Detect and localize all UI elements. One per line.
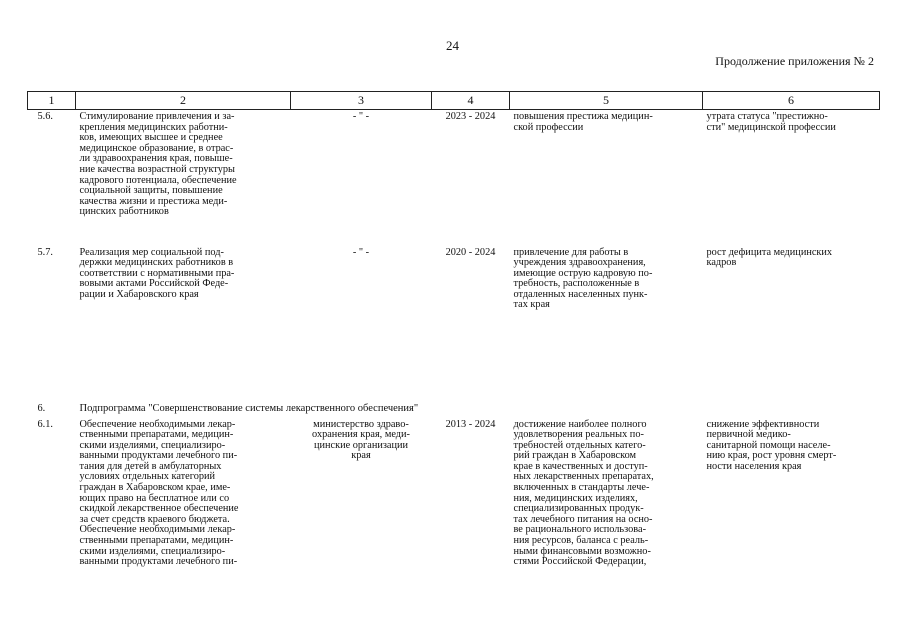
- measure-text: Обеспечение необходимыми лекар- ственными препаратами, медицин- скими изделиями, специализиро- ванными продуктами лечебного пи- тания для детей в амбулаторных условиях отдельных категорий граждан в Хабаровском крае, име- ющих право на бесплатное или со скидкой лекарственное обеспечение за счет средств краевого бюджета. Обеспечение необходимыми лекар- ственными препаратами, медицин- скими изделиями, специализиро- ванными продуктами лечебного пи-: [79, 418, 239, 568]
- section-number: 6.: [37, 402, 46, 414]
- page-number: 24: [446, 38, 459, 53]
- appendix-continuation-label: Продолжение приложения № 2: [715, 54, 874, 68]
- result-text: привлечение для работы в учреждения здравоохранения, имеющие острую кадровую по- требность, расположенные в отдаленных населенных пунк- тах края: [513, 246, 653, 311]
- result-text: повышения престижа медицин- ской профессии: [513, 111, 653, 133]
- period-text: 2023 - 2024: [445, 111, 496, 122]
- row-number: 5.7.: [37, 246, 53, 258]
- consequence-text: снижение эффективности первичной медико- санитарной помощи населе- нию края, рост уровня смерт- ности населения края: [706, 418, 837, 472]
- table-row: [28, 110, 880, 246]
- column-header-3: 3: [291, 92, 432, 110]
- row-number: 5.6.: [37, 111, 53, 122]
- table-header-row: [28, 92, 880, 110]
- section-row: [28, 402, 880, 418]
- measure-text: Реализация мер социальной под- держки медицинских работников в соответствии с нормативными пра- вовыми актами Российской Феде- рации и Хабаровского края: [79, 246, 235, 300]
- column-header-5: 5: [510, 92, 703, 110]
- column-header-4: 4: [432, 92, 510, 110]
- table-row: [28, 418, 880, 568]
- period-text: 2013 - 2024: [445, 418, 496, 430]
- row-number: 6.1.: [37, 418, 53, 430]
- consequence-text: рост дефицита медицинских кадров: [706, 246, 833, 269]
- section-title: Подпрограмма "Совершенствование системы лекарственного обеспечения": [79, 402, 419, 414]
- executor-text: министерство здраво- охранения края, меди- цинские организации края: [312, 418, 410, 462]
- period-text: 2020 - 2024: [445, 246, 496, 258]
- result-text: достижение наиболее полного удовлетворения реальных по- требностей отдельных катего- рий граждан в Хабаровском крае в качественных и доступ- ных лекарственных препаратах, включенных в стандарты лече- ния, медицинских изделиях, специализированных продук- тах лечебного питания на осно- ве рационального использова- ния ресурсов, баланса с реаль- ными финансовыми возможно- стями Российской Федерации,: [513, 418, 654, 568]
- column-header-2: 2: [76, 92, 291, 110]
- consequence-text: утрата статуса "престижно- сти" медицинской профессии: [706, 111, 836, 133]
- executor-text: - " -: [352, 246, 370, 258]
- measure-text: Стимулирование привлечения и за- крепления медицинских работни- ков, имеющих высшее и среднее медицинское образование, в отрас- ли здравоохранения края, повыше- ние качества возрастной структуры кадрового потенциала, обеспечение социальной защиты, повышение качества жизни и престижа меди- цинских работников: [79, 111, 237, 218]
- column-header-1: 1: [28, 92, 76, 110]
- column-header-6: 6: [703, 92, 880, 110]
- measures-table: [27, 91, 880, 568]
- table-row: [28, 246, 880, 402]
- executor-text: - " -: [352, 111, 370, 122]
